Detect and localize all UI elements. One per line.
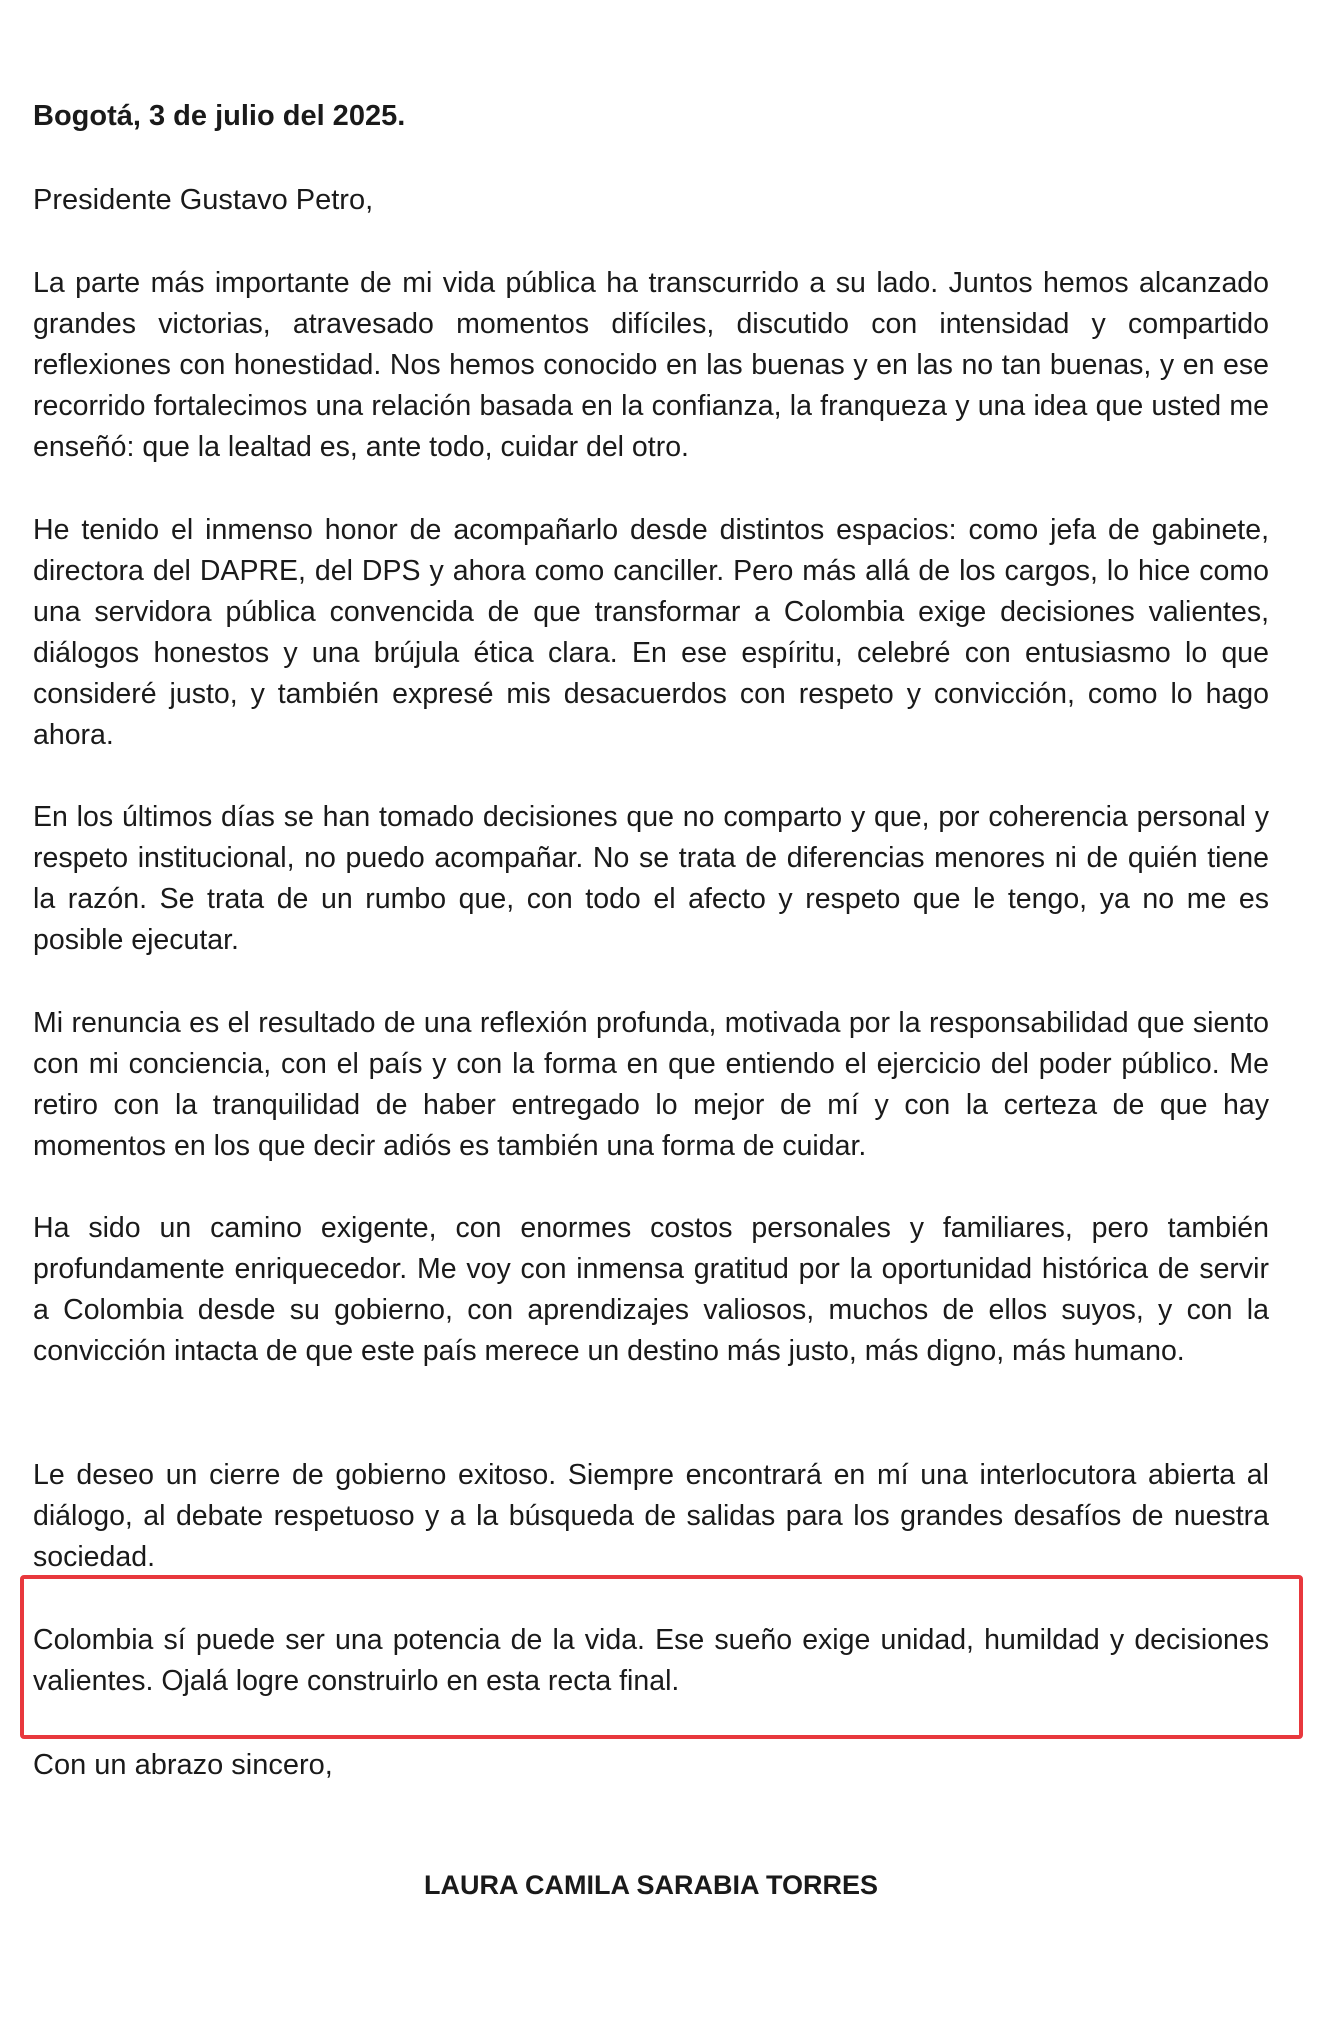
letter-date: Bogotá, 3 de julio del 2025. xyxy=(33,100,406,132)
highlight-annotation-box xyxy=(20,1575,1303,1739)
letter-paragraph: Ha sido un camino exigente, con enormes costos personales y familiares, pero también profundamente enriquecedor. Me voy con inmensa gratitud por la oportunidad histórica de servir a Colombia desde su gobierno, con aprendizajes valiosos, muchos de ellos suyos, y con la convicción intacta de que este país merece un destino más justo, más digno, más humano. xyxy=(33,1212,1269,1367)
letter-closing: Con un abrazo sincero, xyxy=(33,1749,333,1781)
letter-paragraph: He tenido el inmenso honor de acompañarlo desde distintos espacios: como jefa de gabinete, directora del DAPRE, del DPS y ahora como canciller. Pero más allá de los cargos, lo hice como una servidora pública convencida de que transformar a Colombia exige decisiones valientes, diálogos honestos y una brújula ética clara. En ese espíritu, celebré con entusiasmo lo que consideré justo, y también expresé mis desacuerdos con respeto y convicción, como lo hago ahora. xyxy=(33,514,1269,751)
letter-paragraph: Le deseo un cierre de gobierno exitoso. Siempre encontrará en mí una interlocutora abierta al diálogo, al debate respetuoso y a la búsqueda de salidas para los grandes desafíos de nuestra sociedad. xyxy=(33,1459,1269,1573)
highlighted-paragraph: Colombia sí puede ser una potencia de la vida. Ese sueño exige unidad, humildad y decisiones valientes. Ojalá logre construirlo en esta recta final. xyxy=(33,1624,1269,1697)
letter-salutation: Presidente Gustavo Petro, xyxy=(33,184,374,216)
letter-paragraph: La parte más importante de mi vida pública ha transcurrido a su lado. Juntos hemos alcanzado grandes victorias, atravesado momentos difíciles, discutido con intensidad y compartido reflexiones con honestidad. Nos hemos conocido en las buenas y en las no tan buenas, y en ese recorrido fortalecimos una relación basada en la confianza, la franqueza y una idea que usted me enseñó: que la lealtad es, ante todo, cuidar del otro. xyxy=(33,267,1269,463)
letter-paragraph: Mi renuncia es el resultado de una reflexión profunda, motivada por la responsabilidad que siento con mi conciencia, con el país y con la forma en que entiendo el ejercicio del poder público. Me retiro con la tranquilidad de haber entregado lo mejor de mí y con la certeza de que hay momentos en los que decir adiós es también una forma de cuidar. xyxy=(33,1007,1269,1162)
letter-signature: LAURA CAMILA SARABIA TORRES xyxy=(424,1870,878,1900)
letter-paragraph: En los últimos días se han tomado decisiones que no comparto y que, por coherencia personal y respeto institucional, no puedo acompañar. No se trata de diferencias menores ni de quién tiene la razón. Se trata de un rumbo que, con todo el afecto y respeto que le tengo, ya no me es posible ejecutar. xyxy=(33,801,1269,956)
